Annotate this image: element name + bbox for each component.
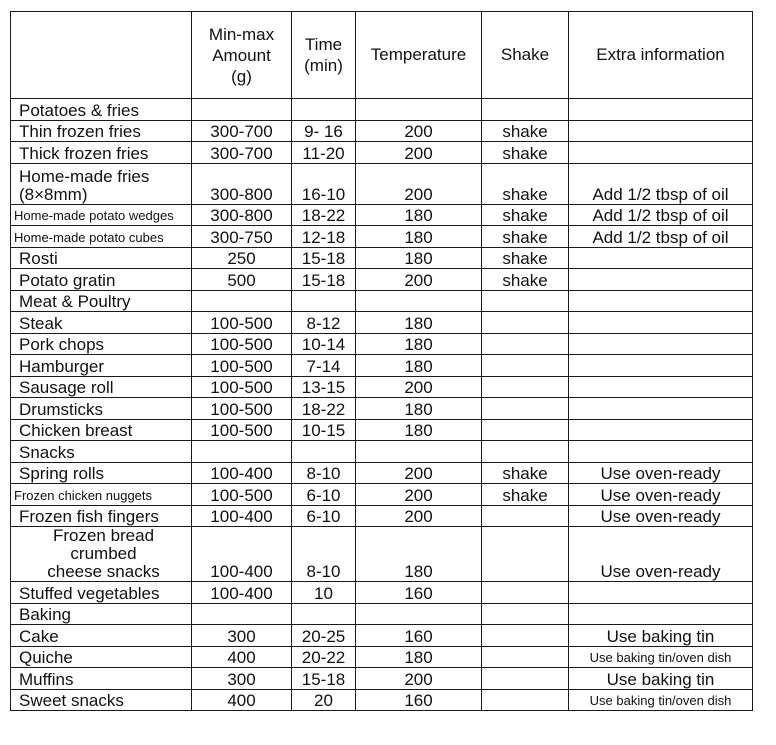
time-cell bbox=[292, 603, 356, 625]
shake-cell bbox=[482, 582, 569, 604]
amount-cell: 300 bbox=[192, 625, 292, 647]
shake-cell bbox=[482, 376, 569, 398]
temperature-cell: 200 bbox=[356, 484, 482, 506]
table-row bbox=[11, 484, 753, 506]
temperature-cell: 180 bbox=[356, 204, 482, 226]
time-cell: 16-10 bbox=[292, 163, 356, 204]
time-cell: 10-14 bbox=[292, 333, 356, 355]
amount-cell: 100-400 bbox=[192, 505, 292, 527]
shake-cell bbox=[482, 398, 569, 420]
item-name: Frozen fish fingers bbox=[11, 505, 192, 527]
item-name: Cake bbox=[11, 625, 192, 647]
amount-cell bbox=[192, 99, 292, 121]
temperature-cell: 200 bbox=[356, 505, 482, 527]
section-row bbox=[11, 603, 753, 625]
extra-info-cell bbox=[569, 247, 753, 269]
item-name: Hamburger bbox=[11, 355, 192, 377]
shake-cell bbox=[482, 441, 569, 463]
extra-info-cell: Add 1/2 tbsp of oil bbox=[569, 204, 753, 226]
temperature-cell: 180 bbox=[356, 398, 482, 420]
extra-info-cell: Add 1/2 tbsp of oil bbox=[569, 163, 753, 204]
temperature-cell: 160 bbox=[356, 689, 482, 711]
time-cell: 10 bbox=[292, 582, 356, 604]
temperature-cell: 180 bbox=[356, 226, 482, 248]
temperature-cell: 180 bbox=[356, 312, 482, 334]
amount-cell: 250 bbox=[192, 247, 292, 269]
section-row bbox=[11, 99, 753, 121]
extra-info-cell: Use oven-ready bbox=[569, 462, 753, 484]
table-row bbox=[11, 419, 753, 441]
time-cell: 12-18 bbox=[292, 226, 356, 248]
amount-cell: 100-500 bbox=[192, 355, 292, 377]
amount-cell: 300 bbox=[192, 668, 292, 690]
table-row bbox=[11, 269, 753, 291]
header-amount-label: Min-max Amount (g) bbox=[208, 24, 275, 86]
shake-cell bbox=[482, 333, 569, 355]
time-cell: 20-25 bbox=[292, 625, 356, 647]
item-name: Quiche bbox=[11, 646, 192, 668]
time-cell bbox=[292, 99, 356, 121]
shake-cell: shake bbox=[482, 247, 569, 269]
time-cell: 10-15 bbox=[292, 419, 356, 441]
header-row bbox=[11, 12, 753, 99]
shake-cell bbox=[482, 689, 569, 711]
section-row bbox=[11, 441, 753, 463]
header-extra: Extra information bbox=[569, 12, 753, 99]
extra-info-cell bbox=[569, 312, 753, 334]
table-row bbox=[11, 646, 753, 668]
table-row bbox=[11, 527, 753, 582]
temperature-cell: 200 bbox=[356, 163, 482, 204]
temperature-cell: 180 bbox=[356, 355, 482, 377]
table-row bbox=[11, 120, 753, 142]
shake-cell bbox=[482, 312, 569, 334]
section-label: Snacks bbox=[11, 441, 192, 463]
table-row bbox=[11, 582, 753, 604]
item-name: Muffins bbox=[11, 668, 192, 690]
item-name: Thick frozen fries bbox=[11, 142, 192, 164]
item-name: Chicken breast bbox=[11, 419, 192, 441]
amount-cell: 100-500 bbox=[192, 398, 292, 420]
shake-cell: shake bbox=[482, 484, 569, 506]
item-name: Potato gratin bbox=[11, 269, 192, 291]
item-name: Drumsticks bbox=[11, 398, 192, 420]
shake-cell: shake bbox=[482, 269, 569, 291]
amount-cell: 500 bbox=[192, 269, 292, 291]
temperature-cell: 200 bbox=[356, 269, 482, 291]
shake-cell bbox=[482, 99, 569, 121]
time-cell: 18-22 bbox=[292, 204, 356, 226]
extra-info-cell: Use oven-ready bbox=[569, 527, 753, 582]
amount-cell: 300-750 bbox=[192, 226, 292, 248]
item-name: Home-made fries (8×8mm) bbox=[11, 163, 192, 204]
section-label: Potatoes & fries bbox=[11, 99, 192, 121]
header-time-label: Time (min) bbox=[304, 35, 343, 75]
extra-info-cell: Use baking tin bbox=[569, 625, 753, 647]
table-row bbox=[11, 204, 753, 226]
amount-cell: 100-500 bbox=[192, 333, 292, 355]
temperature-cell: 200 bbox=[356, 668, 482, 690]
amount-cell: 100-500 bbox=[192, 419, 292, 441]
amount-cell: 300-800 bbox=[192, 163, 292, 204]
shake-cell bbox=[482, 290, 569, 312]
table-row bbox=[11, 505, 753, 527]
section-label: Baking bbox=[11, 603, 192, 625]
shake-cell bbox=[482, 505, 569, 527]
extra-info-cell bbox=[569, 355, 753, 377]
table-row bbox=[11, 312, 753, 334]
amount-cell bbox=[192, 290, 292, 312]
time-cell: 8-10 bbox=[292, 462, 356, 484]
item-name: Pork chops bbox=[11, 333, 192, 355]
amount-cell: 100-500 bbox=[192, 376, 292, 398]
table-row bbox=[11, 668, 753, 690]
shake-cell: shake bbox=[482, 163, 569, 204]
extra-info-cell bbox=[569, 269, 753, 291]
temperature-cell: 160 bbox=[356, 625, 482, 647]
temperature-cell bbox=[356, 441, 482, 463]
extra-info-cell bbox=[569, 290, 753, 312]
header-temperature: Temperature bbox=[356, 12, 482, 99]
extra-info-cell: Use oven-ready bbox=[569, 484, 753, 506]
shake-cell bbox=[482, 419, 569, 441]
extra-info-cell bbox=[569, 441, 753, 463]
time-cell: 7-14 bbox=[292, 355, 356, 377]
extra-info-cell: Use oven-ready bbox=[569, 505, 753, 527]
amount-cell bbox=[192, 603, 292, 625]
shake-cell: shake bbox=[482, 142, 569, 164]
extra-info-cell bbox=[569, 142, 753, 164]
temperature-cell: 180 bbox=[356, 646, 482, 668]
item-name: Sweet snacks bbox=[11, 689, 192, 711]
amount-cell: 100-500 bbox=[192, 312, 292, 334]
amount-cell: 100-500 bbox=[192, 484, 292, 506]
temperature-cell: 180 bbox=[356, 419, 482, 441]
time-cell: 15-18 bbox=[292, 668, 356, 690]
temperature-cell: 180 bbox=[356, 527, 482, 582]
temperature-cell bbox=[356, 603, 482, 625]
time-cell: 8-12 bbox=[292, 312, 356, 334]
time-cell: 11-20 bbox=[292, 142, 356, 164]
amount-cell: 100-400 bbox=[192, 462, 292, 484]
table-row bbox=[11, 625, 753, 647]
section-label: Meat & Poultry bbox=[11, 290, 192, 312]
extra-info-cell bbox=[569, 398, 753, 420]
shake-cell: shake bbox=[482, 204, 569, 226]
time-cell: 18-22 bbox=[292, 398, 356, 420]
temperature-cell: 200 bbox=[356, 462, 482, 484]
shake-cell: shake bbox=[482, 462, 569, 484]
table-row bbox=[11, 355, 753, 377]
amount-cell: 300-800 bbox=[192, 204, 292, 226]
temperature-cell: 200 bbox=[356, 376, 482, 398]
item-name: Thin frozen fries bbox=[11, 120, 192, 142]
time-cell: 20 bbox=[292, 689, 356, 711]
temperature-cell: 180 bbox=[356, 247, 482, 269]
table-body bbox=[11, 99, 753, 711]
shake-cell bbox=[482, 625, 569, 647]
table-row bbox=[11, 247, 753, 269]
temperature-cell: 200 bbox=[356, 120, 482, 142]
table-row bbox=[11, 226, 753, 248]
extra-info-cell bbox=[569, 99, 753, 121]
item-name: Steak bbox=[11, 312, 192, 334]
item-name: Rosti bbox=[11, 247, 192, 269]
time-cell: 13-15 bbox=[292, 376, 356, 398]
extra-info-cell bbox=[569, 376, 753, 398]
time-cell: 9- 16 bbox=[292, 120, 356, 142]
extra-info-cell bbox=[569, 603, 753, 625]
time-cell bbox=[292, 441, 356, 463]
extra-info-cell: Use baking tin/oven dish bbox=[569, 646, 753, 668]
shake-cell: shake bbox=[482, 226, 569, 248]
shake-cell bbox=[482, 603, 569, 625]
amount-cell: 400 bbox=[192, 646, 292, 668]
time-cell: 15-18 bbox=[292, 269, 356, 291]
amount-cell: 300-700 bbox=[192, 120, 292, 142]
amount-cell: 300-700 bbox=[192, 142, 292, 164]
cooking-table bbox=[10, 11, 753, 711]
temperature-cell: 200 bbox=[356, 142, 482, 164]
extra-info-cell bbox=[569, 120, 753, 142]
shake-cell bbox=[482, 646, 569, 668]
extra-info-cell bbox=[569, 333, 753, 355]
header-shake: Shake bbox=[482, 12, 569, 99]
header-time bbox=[292, 12, 356, 99]
time-cell: 20-22 bbox=[292, 646, 356, 668]
header-amount bbox=[192, 12, 292, 99]
shake-cell bbox=[482, 668, 569, 690]
extra-info-cell bbox=[569, 419, 753, 441]
time-cell: 6-10 bbox=[292, 484, 356, 506]
item-name: Home-made potato wedges bbox=[11, 204, 192, 226]
time-cell bbox=[292, 290, 356, 312]
table-row bbox=[11, 333, 753, 355]
shake-cell bbox=[482, 527, 569, 582]
extra-info-cell: Use baking tin/oven dish bbox=[569, 689, 753, 711]
item-name: Frozen chicken nuggets bbox=[11, 484, 192, 506]
shake-cell: shake bbox=[482, 120, 569, 142]
temperature-cell bbox=[356, 290, 482, 312]
table-row bbox=[11, 163, 753, 204]
amount-cell bbox=[192, 441, 292, 463]
header-item bbox=[11, 12, 192, 99]
time-cell: 8-10 bbox=[292, 527, 356, 582]
table-row bbox=[11, 142, 753, 164]
item-name: Spring rolls bbox=[11, 462, 192, 484]
temperature-cell bbox=[356, 99, 482, 121]
section-row bbox=[11, 290, 753, 312]
amount-cell: 100-400 bbox=[192, 527, 292, 582]
temperature-cell: 160 bbox=[356, 582, 482, 604]
table-row bbox=[11, 689, 753, 711]
table-row bbox=[11, 398, 753, 420]
shake-cell bbox=[482, 355, 569, 377]
table-row bbox=[11, 376, 753, 398]
temperature-cell: 180 bbox=[356, 333, 482, 355]
amount-cell: 400 bbox=[192, 689, 292, 711]
extra-info-cell: Use baking tin bbox=[569, 668, 753, 690]
item-name: Sausage roll bbox=[11, 376, 192, 398]
time-cell: 6-10 bbox=[292, 505, 356, 527]
extra-info-cell bbox=[569, 582, 753, 604]
extra-info-cell: Add 1/2 tbsp of oil bbox=[569, 226, 753, 248]
table-row bbox=[11, 462, 753, 484]
item-name: Home-made potato cubes bbox=[11, 226, 192, 248]
amount-cell: 100-400 bbox=[192, 582, 292, 604]
item-name: Stuffed vegetables bbox=[11, 582, 192, 604]
item-name: Frozen bread crumbed cheese snacks bbox=[11, 527, 192, 582]
time-cell: 15-18 bbox=[292, 247, 356, 269]
